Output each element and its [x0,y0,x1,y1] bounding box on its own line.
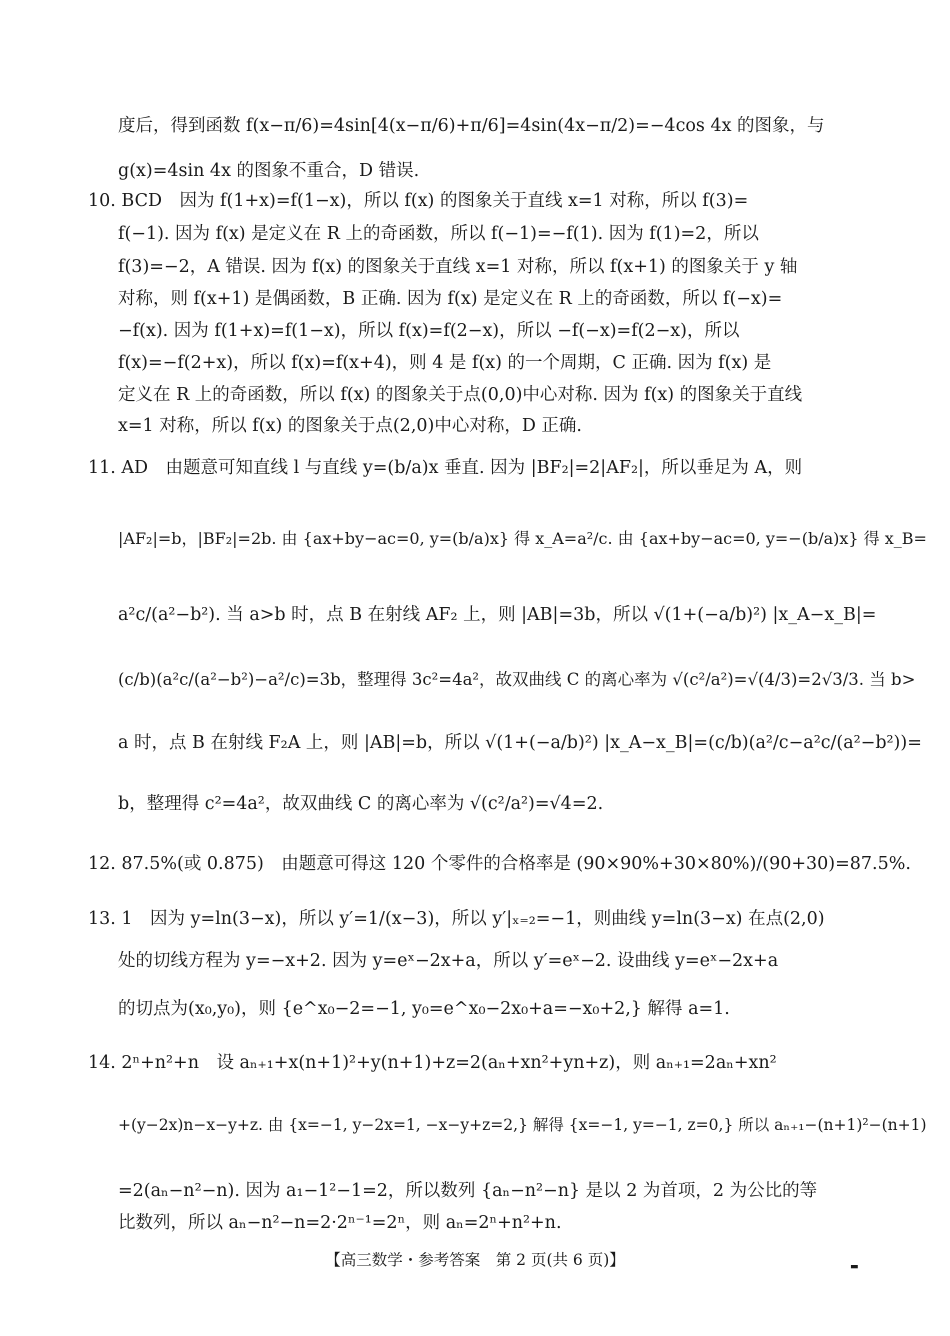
line-17: 12. 87.5%(或 0.875) 由题意可得这 120 个零件的合格率是 (90×90%+30×80%)/(90+30)=87.5%. [88,854,911,874]
line-3: 10. BCD 因为 f(1+x)=f(1−x)，所以 f(x) 的图象关于直线 x=1 对称，所以 f(3)= [88,191,749,211]
line-14: (c/b)(a²c/(a²−b²)−a²/c)=3b，整理得 3c²=4a²，故双曲线 C 的离心率为 √(c²/a²)=√(4/3)=2√3/3. 当 b> [118,670,916,689]
line-19: 处的切线方程为 y=−x+2. 因为 y=eˣ−2x+a，所以 y′=eˣ−2. 设曲线 y=eˣ−2x+a [118,951,779,971]
line-18: 13. 1 因为 y=ln(3−x)，所以 y′=1/(x−3)，所以 y′|ₓ₌₂=−1，则曲线 y=ln(3−x) 在点(2,0) [88,909,825,929]
line-24: 比数列，所以 aₙ−n²−n=2·2ⁿ⁻¹=2ⁿ，则 aₙ=2ⁿ+n²+n. [118,1213,562,1233]
page-footer: 【高三数学・参考答案 第 2 页(共 6 页)】 [325,1251,625,1269]
line-4: f(−1). 因为 f(x) 是定义在 R 上的奇函数，所以 f(−1)=−f(1). 因为 f(1)=2，所以 [118,224,759,244]
line-20: 的切点为(x₀,y₀)，则 {e^x₀−2=−1, y₀=e^x₀−2x₀+a=−x₀+2,} 解得 a=1. [118,999,730,1019]
line-5: f(3)=−2，A 错误. 因为 f(x) 的图象关于直线 x=1 对称，所以 f(x+1) 的图象关于 y 轴 [118,257,798,277]
line-15: a 时，点 B 在射线 F₂A 上，则 |AB|=b，所以 √(1+(−a/b)²) |x_A−x_B|=(c/b)(a²/c−a²c/(a²−b²))= [118,733,922,753]
line-10: x=1 对称，所以 f(x) 的图象关于点(2,0)中心对称，D 正确. [118,416,582,436]
line-11: 11. AD 由题意可知直线 l 与直线 y=(b/a)x 垂直. 因为 |BF₂|=2|AF₂|，所以垂足为 A，则 [88,458,803,478]
line-12: |AF₂|=b，|BF₂|=2b. 由 {ax+by−ac=0, y=(b/a)x} 得 x_A=a²/c. 由 {ax+by−ac=0, y=−(b/a)x} 得 x_B= [118,529,927,548]
line-6: 对称，则 f(x+1) 是偶函数，B 正确. 因为 f(x) 是定义在 R 上的奇函数，所以 f(−x)= [118,289,783,309]
corner-mark: ▬ [850,1262,859,1272]
line-23: =2(aₙ−n²−n). 因为 a₁−1²−1=2，所以数列 {aₙ−n²−n} 是以 2 为首项，2 为公比的等 [118,1181,818,1201]
line-1: 度后，得到函数 f(x−π/6)=4sin[4(x−π/6)+π/6]=4sin(4x−π/2)=−4cos 4x 的图象，与 [118,116,825,136]
line-16: b，整理得 c²=4a²，故双曲线 C 的离心率为 √(c²/a²)=√4=2. [118,794,604,814]
line-13: a²c/(a²−b²). 当 a>b 时，点 B 在射线 AF₂ 上，则 |AB|=3b，所以 √(1+(−a/b)²) |x_A−x_B|= [118,605,877,625]
line-22: +(y−2x)n−x−y+z. 由 {x=−1, y−2x=1, −x−y+z=2,} 解得 {x=−1, y=−1, z=0,} 所以 aₙ₊₁−(n+1)²−(n+1) [118,1116,927,1134]
line-8: f(x)=−f(2+x)，所以 f(x)=f(x+4)，则 4 是 f(x) 的一个周期，C 正确. 因为 f(x) 是 [118,353,772,373]
line-2: g(x)=4sin 4x 的图象不重合，D 错误. [118,161,420,181]
line-7: −f(x). 因为 f(1+x)=f(1−x)，所以 f(x)=f(2−x)，所以 −f(−x)=f(2−x)，所以 [118,321,740,341]
line-9: 定义在 R 上的奇函数，所以 f(x) 的图象关于点(0,0)中心对称. 因为 f(x) 的图象关于直线 [118,385,803,405]
line-21: 14. 2ⁿ+n²+n 设 aₙ₊₁+x(n+1)²+y(n+1)+z=2(aₙ+xn²+yn+z)，则 aₙ₊₁=2aₙ+xn² [88,1053,777,1073]
